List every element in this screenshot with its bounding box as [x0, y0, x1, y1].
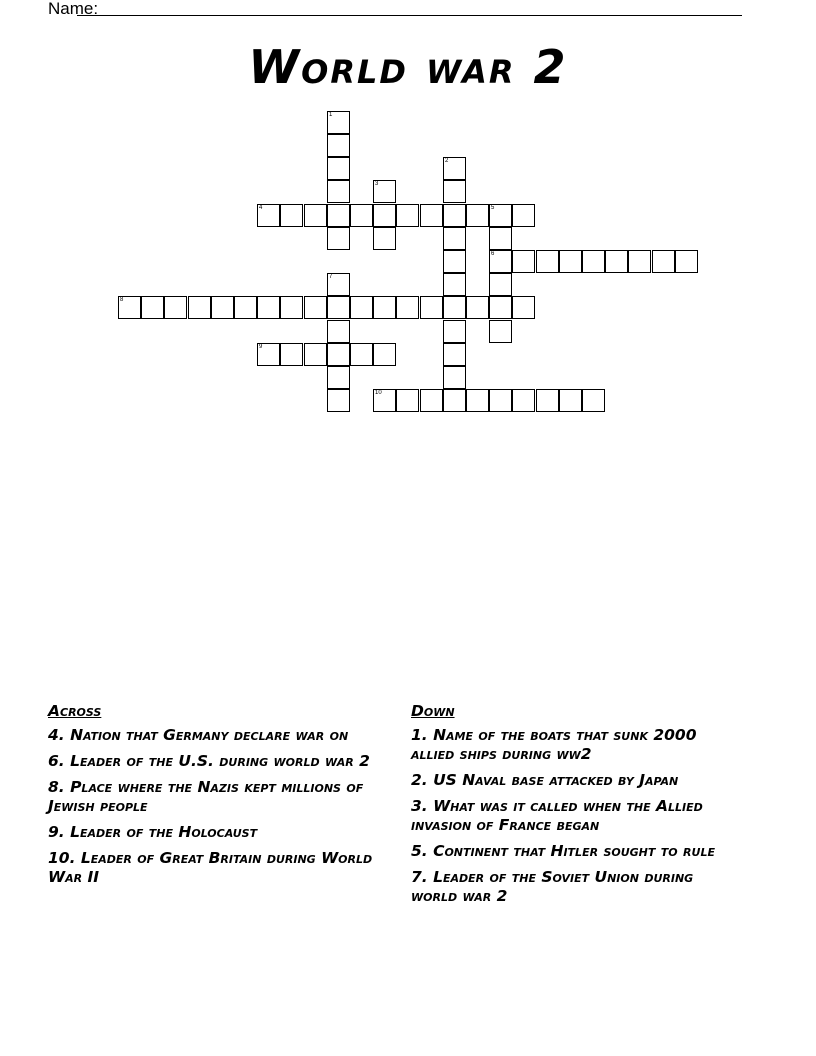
grid-cell[interactable] — [327, 273, 350, 296]
grid-cell[interactable] — [489, 250, 512, 273]
across-clues — [48, 702, 398, 894]
grid-cell[interactable] — [396, 204, 419, 227]
grid-cell[interactable] — [141, 296, 164, 319]
grid-cell[interactable] — [257, 343, 280, 366]
across-clue-10: 10. Leader of Great Britain during World War II — [48, 849, 373, 886]
grid-cell[interactable] — [443, 389, 466, 412]
clue-number: 8 — [120, 297, 124, 303]
grid-cell[interactable] — [211, 296, 234, 319]
grid-cell[interactable] — [443, 204, 466, 227]
grid-cell[interactable] — [396, 389, 419, 412]
grid-cell[interactable] — [652, 250, 675, 273]
name-label: Name: — [48, 0, 99, 18]
grid-cell[interactable] — [489, 204, 512, 227]
down-heading: Down — [411, 702, 455, 720]
grid-cell[interactable] — [466, 389, 489, 412]
clue-number: 7 — [329, 274, 333, 280]
grid-cell[interactable] — [373, 343, 396, 366]
clue-number: 10 — [375, 390, 382, 396]
down-clue-1: 1. Name of the boats that sunk 2000 allied ships during ww2 — [411, 726, 697, 763]
grid-cell[interactable] — [443, 320, 466, 343]
grid-cell[interactable] — [582, 250, 605, 273]
across-clue-4: 4. Nation that Germany declare war on — [48, 726, 349, 744]
grid-cell[interactable] — [373, 296, 396, 319]
clue-number: 5 — [491, 205, 495, 211]
grid-cell[interactable] — [443, 227, 466, 250]
across-clue-6: 6. Leader of the U.S. during world war 2 — [48, 752, 370, 770]
grid-cell[interactable] — [466, 296, 489, 319]
crossword-grid — [0, 0, 816, 430]
down-clue-5: 5. Continent that Hitler sought to rule — [411, 842, 715, 860]
grid-cell[interactable] — [350, 296, 373, 319]
grid-cell[interactable] — [489, 296, 512, 319]
grid-cell[interactable] — [164, 296, 187, 319]
grid-cell[interactable] — [443, 296, 466, 319]
grid-cell[interactable] — [443, 180, 466, 203]
grid-cell[interactable] — [280, 343, 303, 366]
grid-cell[interactable] — [675, 250, 698, 273]
grid-cell[interactable] — [327, 111, 350, 134]
grid-cell[interactable] — [304, 204, 327, 227]
grid-cell[interactable] — [327, 180, 350, 203]
grid-cell[interactable] — [443, 250, 466, 273]
clue-number: 6 — [491, 251, 495, 257]
grid-cell[interactable] — [327, 389, 350, 412]
grid-cell[interactable] — [280, 296, 303, 319]
across-clue-9: 9. Leader of the Holocaust — [48, 823, 258, 841]
down-clue-7: 7. Leader of the Soviet Union during world war 2 — [411, 868, 694, 905]
grid-cell[interactable] — [443, 343, 466, 366]
grid-cell[interactable] — [512, 250, 535, 273]
grid-cell[interactable] — [304, 343, 327, 366]
grid-cell[interactable] — [350, 343, 373, 366]
down-clue-3: 3. What was it called when the Allied invasion of France began — [411, 797, 703, 834]
grid-cell[interactable] — [536, 250, 559, 273]
grid-cell[interactable] — [605, 250, 628, 273]
grid-cell[interactable] — [257, 296, 280, 319]
grid-cell[interactable] — [512, 296, 535, 319]
page-title: World war 2 — [248, 40, 568, 94]
grid-cell[interactable] — [373, 204, 396, 227]
grid-cell[interactable] — [489, 227, 512, 250]
grid-cell[interactable] — [373, 227, 396, 250]
grid-cell[interactable] — [443, 366, 466, 389]
grid-cell[interactable] — [443, 273, 466, 296]
grid-cell[interactable] — [327, 320, 350, 343]
grid-cell[interactable] — [559, 389, 582, 412]
grid-cell[interactable] — [420, 389, 443, 412]
grid-cell[interactable] — [443, 157, 466, 180]
grid-cell[interactable] — [373, 180, 396, 203]
grid-cell[interactable] — [512, 389, 535, 412]
grid-cell[interactable] — [118, 296, 141, 319]
grid-cell[interactable] — [327, 296, 350, 319]
grid-cell[interactable] — [489, 389, 512, 412]
grid-cell[interactable] — [327, 343, 350, 366]
grid-cell[interactable] — [327, 227, 350, 250]
grid-cell[interactable] — [327, 366, 350, 389]
grid-cell[interactable] — [304, 296, 327, 319]
grid-cell[interactable] — [628, 250, 651, 273]
grid-cell[interactable] — [234, 296, 257, 319]
grid-cell[interactable] — [489, 273, 512, 296]
grid-cell[interactable] — [327, 134, 350, 157]
grid-cell[interactable] — [188, 296, 211, 319]
grid-cell[interactable] — [327, 204, 350, 227]
grid-cell[interactable] — [489, 320, 512, 343]
grid-cell[interactable] — [536, 389, 559, 412]
clue-number: 3 — [375, 181, 379, 187]
clue-number: 2 — [445, 158, 449, 164]
grid-cell[interactable] — [512, 204, 535, 227]
grid-cell[interactable] — [327, 157, 350, 180]
grid-cell[interactable] — [582, 389, 605, 412]
grid-cell[interactable] — [280, 204, 303, 227]
across-heading: Across — [48, 702, 102, 720]
down-clue-2: 2. US Naval base attacked by Japan — [411, 771, 679, 789]
down-clues — [411, 702, 741, 913]
across-clue-8: 8. Place where the Nazis kept millions of Jewish people — [48, 778, 364, 815]
clue-number: 1 — [329, 112, 333, 118]
grid-cell[interactable] — [396, 296, 419, 319]
grid-cell[interactable] — [466, 204, 489, 227]
grid-cell[interactable] — [559, 250, 582, 273]
clue-number: 9 — [259, 344, 263, 350]
clue-number: 4 — [259, 205, 263, 211]
grid-cell[interactable] — [373, 389, 396, 412]
grid-cell[interactable] — [350, 204, 373, 227]
grid-cell[interactable] — [420, 296, 443, 319]
grid-cell[interactable] — [257, 204, 280, 227]
grid-cell[interactable] — [420, 204, 443, 227]
